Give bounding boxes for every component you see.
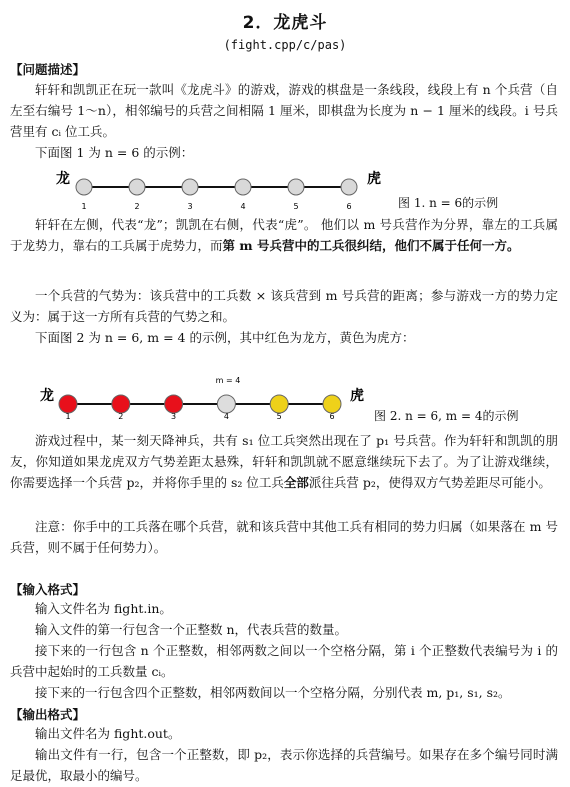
figure-2-caption: 图 2. n = 6, m = 4的示例 — [374, 409, 519, 423]
problem-paragraph-4: 一个兵营的气势为：该兵营中的工兵数 × 该兵营到 m 号兵营的距离；参与游戏一方的势力定义为：属于这一方所有兵营的气势之和。 — [10, 288, 558, 324]
section-problem-heading: 【问题描述】 — [10, 62, 86, 77]
problem-paragraph-6-bold: 全部 — [283, 475, 309, 490]
problem-paragraph-3 — [10, 214, 558, 256]
figure-2-node-6 — [323, 395, 341, 413]
figure-2-node-3 — [165, 395, 183, 413]
figure-1-node-6 — [341, 179, 357, 195]
figure-2-node-label-3: 3 — [171, 412, 177, 421]
figure-1-node-1 — [76, 179, 92, 195]
figure-1-node-label-4: 4 — [240, 202, 246, 211]
input-line-4: 接下来的一行包含四个正整数，相邻两数间以一个空格分隔，分别代表 m, p₁, s₁, s₂。 — [35, 685, 511, 700]
figure-2-node-label-5: 5 — [276, 412, 282, 421]
file-names: (fight.cpp/c/pas) — [223, 38, 347, 52]
figure-2-node-label-1: 1 — [65, 412, 71, 421]
input-line-3: 接下来的一行包含 n 个正整数，相邻两数之间以一个空格分隔，第 i 个正整数代表编号为 i 的兵营中起始时的工兵数量 cᵢ。 — [10, 643, 558, 679]
figure-1-node-3 — [182, 179, 198, 195]
figure-1-dragon-label: 龙 — [56, 171, 70, 187]
problem-paragraph-5: 下面图 2 为 n = 6, m = 4 的示例，其中红色为龙方，黄色为虎方： — [35, 330, 415, 345]
figure-1-node-2 — [129, 179, 145, 195]
problem-paragraph-1: 轩轩和凯凯正在玩一款叫《龙虎斗》的游戏，游戏的棋盘是一条线段，线段上有 n 个兵营（自左至右编号 1～n），相邻编号的兵营之间相隔 1 厘米，即棋盘为长度为 n − 1 厘米的线段。i 号兵营里有 cᵢ 位工兵。 — [10, 82, 558, 139]
problem-paragraph-6-text-c: 派往兵营 p₂，使得双方气势差距尽可能小。 — [308, 475, 551, 490]
figure-1-tiger-label: 虎 — [367, 171, 381, 187]
problem-paragraph-6 — [10, 430, 558, 493]
problem-paragraph-7: 注意：你手中的工兵落在哪个兵营，就和该兵营中其他工兵有相同的势力归属（如果落在 m 号兵营，则不属于任何势力）。 — [10, 519, 558, 555]
problem-paragraph-3-bold: 第 m 号兵营中的工兵很纠结，他们不属于任何一方。 — [222, 238, 520, 253]
figure-2-node-5 — [270, 395, 288, 413]
figure-1-node-4 — [235, 179, 251, 195]
problem-paragraph-3-text: 轩轩在左侧，代表“龙”；凯凯在右侧，代表“虎”。 他们以 m 号兵营作为分界，靠左的工兵属于龙势力，靠右的工兵属于虎势力，而 — [10, 217, 558, 253]
figure-1-node-label-6: 6 — [346, 202, 352, 211]
section-input-heading: 【输入格式】 — [10, 582, 86, 597]
figure-2-tiger-label: 虎 — [350, 388, 364, 404]
figure-1-node-label-1: 1 — [81, 202, 87, 211]
section-output-heading: 【输出格式】 — [10, 707, 86, 722]
input-line-2: 输入文件的第一行包含一个正整数 n，代表兵营的数量。 — [35, 622, 348, 637]
figure-1-node-label-2: 2 — [134, 202, 140, 211]
problem-paragraph-2: 下面图 1 为 n = 6 的示例： — [35, 145, 194, 160]
figure-2-dragon-label: 龙 — [40, 388, 54, 404]
figure-2-node-label-4: 4 — [223, 412, 229, 421]
figure-2-m-label: m = 4 — [215, 376, 241, 385]
figure-2-node-4 — [217, 395, 235, 413]
figure-1-node-label-5: 5 — [293, 202, 299, 211]
figure-2-node-label-2: 2 — [118, 412, 124, 421]
input-line-1: 输入文件名为 fight.in。 — [35, 601, 172, 616]
figure-1-node-5 — [288, 179, 304, 195]
figure-2-node-2 — [112, 395, 130, 413]
figure-2-node-label-6: 6 — [329, 412, 335, 421]
figure-2-node-1 — [59, 395, 77, 413]
output-line-2: 输出文件有一行，包含一个正整数，即 p₂，表示你选择的兵营编号。如果存在多个编号同时满足最优，取最小的编号。 — [10, 747, 558, 783]
page-title: 2．龙虎斗 — [242, 13, 328, 33]
problem-paragraph-6-text-a: 游戏过程中，某一刻天降神兵，共有 s₁ 位工兵突然出现在了 p₁ 号兵营。作为轩轩和凯凯的朋友，你知道如果龙虎双方气势差距太悬殊，轩轩和凯凯就不愿意继续玩下去了。为了让游戏继续，你需要选择一个兵营 p₂，并将你手里的 s₂ 位工兵 — [10, 433, 558, 490]
output-line-1: 输出文件名为 fight.out。 — [35, 726, 181, 741]
figure-1-node-label-3: 3 — [187, 202, 193, 211]
figure-1-caption: 图 1. n = 6的示例 — [398, 196, 499, 210]
